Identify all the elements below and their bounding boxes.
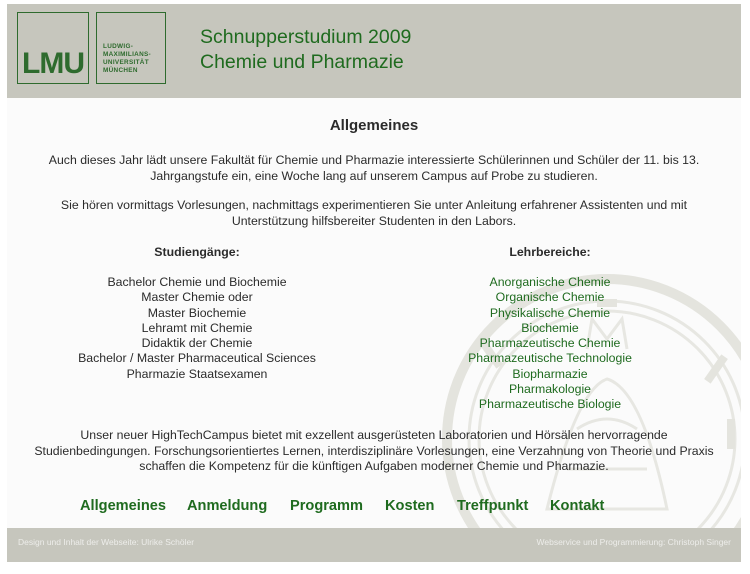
page-heading: Allgemeines [329,117,419,134]
nav-kontakt[interactable]: Kontakt [550,498,605,514]
lehrbereich-link[interactable]: Biochemie [521,320,579,335]
nav-allgemeines[interactable]: Allgemeines [80,498,166,514]
intro-paragraph: Auch dieses Jahr lädt unsere Fakultät für Chemie und Pharmazie interessierte Schülerinnen und Schüler der 11. bis 13. Jahrgangstufe ein, eine Woche lang auf unserem Campus auf Probe zu studieren. [48,153,700,183]
university-line: MAXIMILIANS- [103,51,151,58]
university-line: MÜNCHEN [103,67,138,74]
list-item: Didaktik der Chemie [141,336,253,351]
list-item: Bachelor / Master Pharmaceutical Sciences [78,351,316,366]
campus-paragraph: Unser neuer HighTechCampus bietet mit exzellent ausgerüsteten Laboratorien und Hörsälen hervorragende Studienbedingungen. Forschungsorientiertes Lernen, interdisziplinäre Vorlesungen, eine Verzahnung von Theorie und Praxis schaffen die Kompetenz für die künftigen Aufgaben moderner Chemie und Pharmazie. [34,428,714,474]
university-line: UNIVERSITÄT [103,59,149,66]
studiengaenge-heading: Studiengänge: [154,245,240,259]
site-title [200,25,411,75]
lehrbereich-link[interactable]: Pharmazeutische Biologie [478,397,622,412]
footer-credit-programming: Webservice und Programmierung: Christoph Singer [536,537,731,547]
lehrbereich-link[interactable]: Biopharmazie [512,366,588,381]
lehrbereich-link[interactable]: Pharmakologie [508,382,592,397]
list-item: Master Chemie oder [141,290,253,305]
lehrbereich-link[interactable]: Anorganische Chemie [489,275,611,289]
studiengaenge-list [47,275,347,382]
nav-treffpunkt[interactable]: Treffpunkt [457,498,529,514]
list-item: Pharmazie Staatsexamen [126,366,268,381]
nav-programm[interactable]: Programm [290,498,363,514]
footer [7,528,741,562]
list-item: Bachelor Chemie und Biochemie [107,275,287,289]
site-title-line2: Chemie und Pharmazie [200,51,404,73]
page [7,4,741,562]
lehrbereich-link[interactable]: Pharmazeutische Technologie [468,351,632,366]
lehrbereich-link[interactable]: Physikalische Chemie [489,305,611,320]
lehrbereiche-heading: Lehrbereiche: [509,245,591,259]
nav-kosten[interactable]: Kosten [385,498,435,514]
list-item: Lehramt mit Chemie [141,320,253,335]
footer-credit-design: Design und Inhalt der Webseite: Ulrike Schöler [18,537,195,547]
lehrbereich-link[interactable]: Organische Chemie [495,290,605,305]
lectures-paragraph: Sie hören vormittags Vorlesungen, nachmittags experimentieren Sie unter Anleitung erfahrener Assistenten und mit Unterstützung hilfsbereiter Studenten in den Labors. [60,198,688,228]
nav-anmeldung[interactable]: Anmeldung [187,498,268,514]
lmu-logo-text: LMU [22,47,84,80]
header-banner [7,4,741,98]
lehrbereiche-list [400,275,700,413]
lehrbereich-link[interactable]: Pharmazeutische Chemie [479,336,621,351]
main-navigation [7,498,741,522]
university-name [103,43,167,75]
university-name-logo [96,12,166,84]
lmu-logo[interactable] [17,12,89,84]
university-line: LUDWIG- [103,43,134,50]
list-item: Master Biochemie [147,305,247,320]
site-title-line1: Schnupperstudium 2009 [200,26,412,48]
